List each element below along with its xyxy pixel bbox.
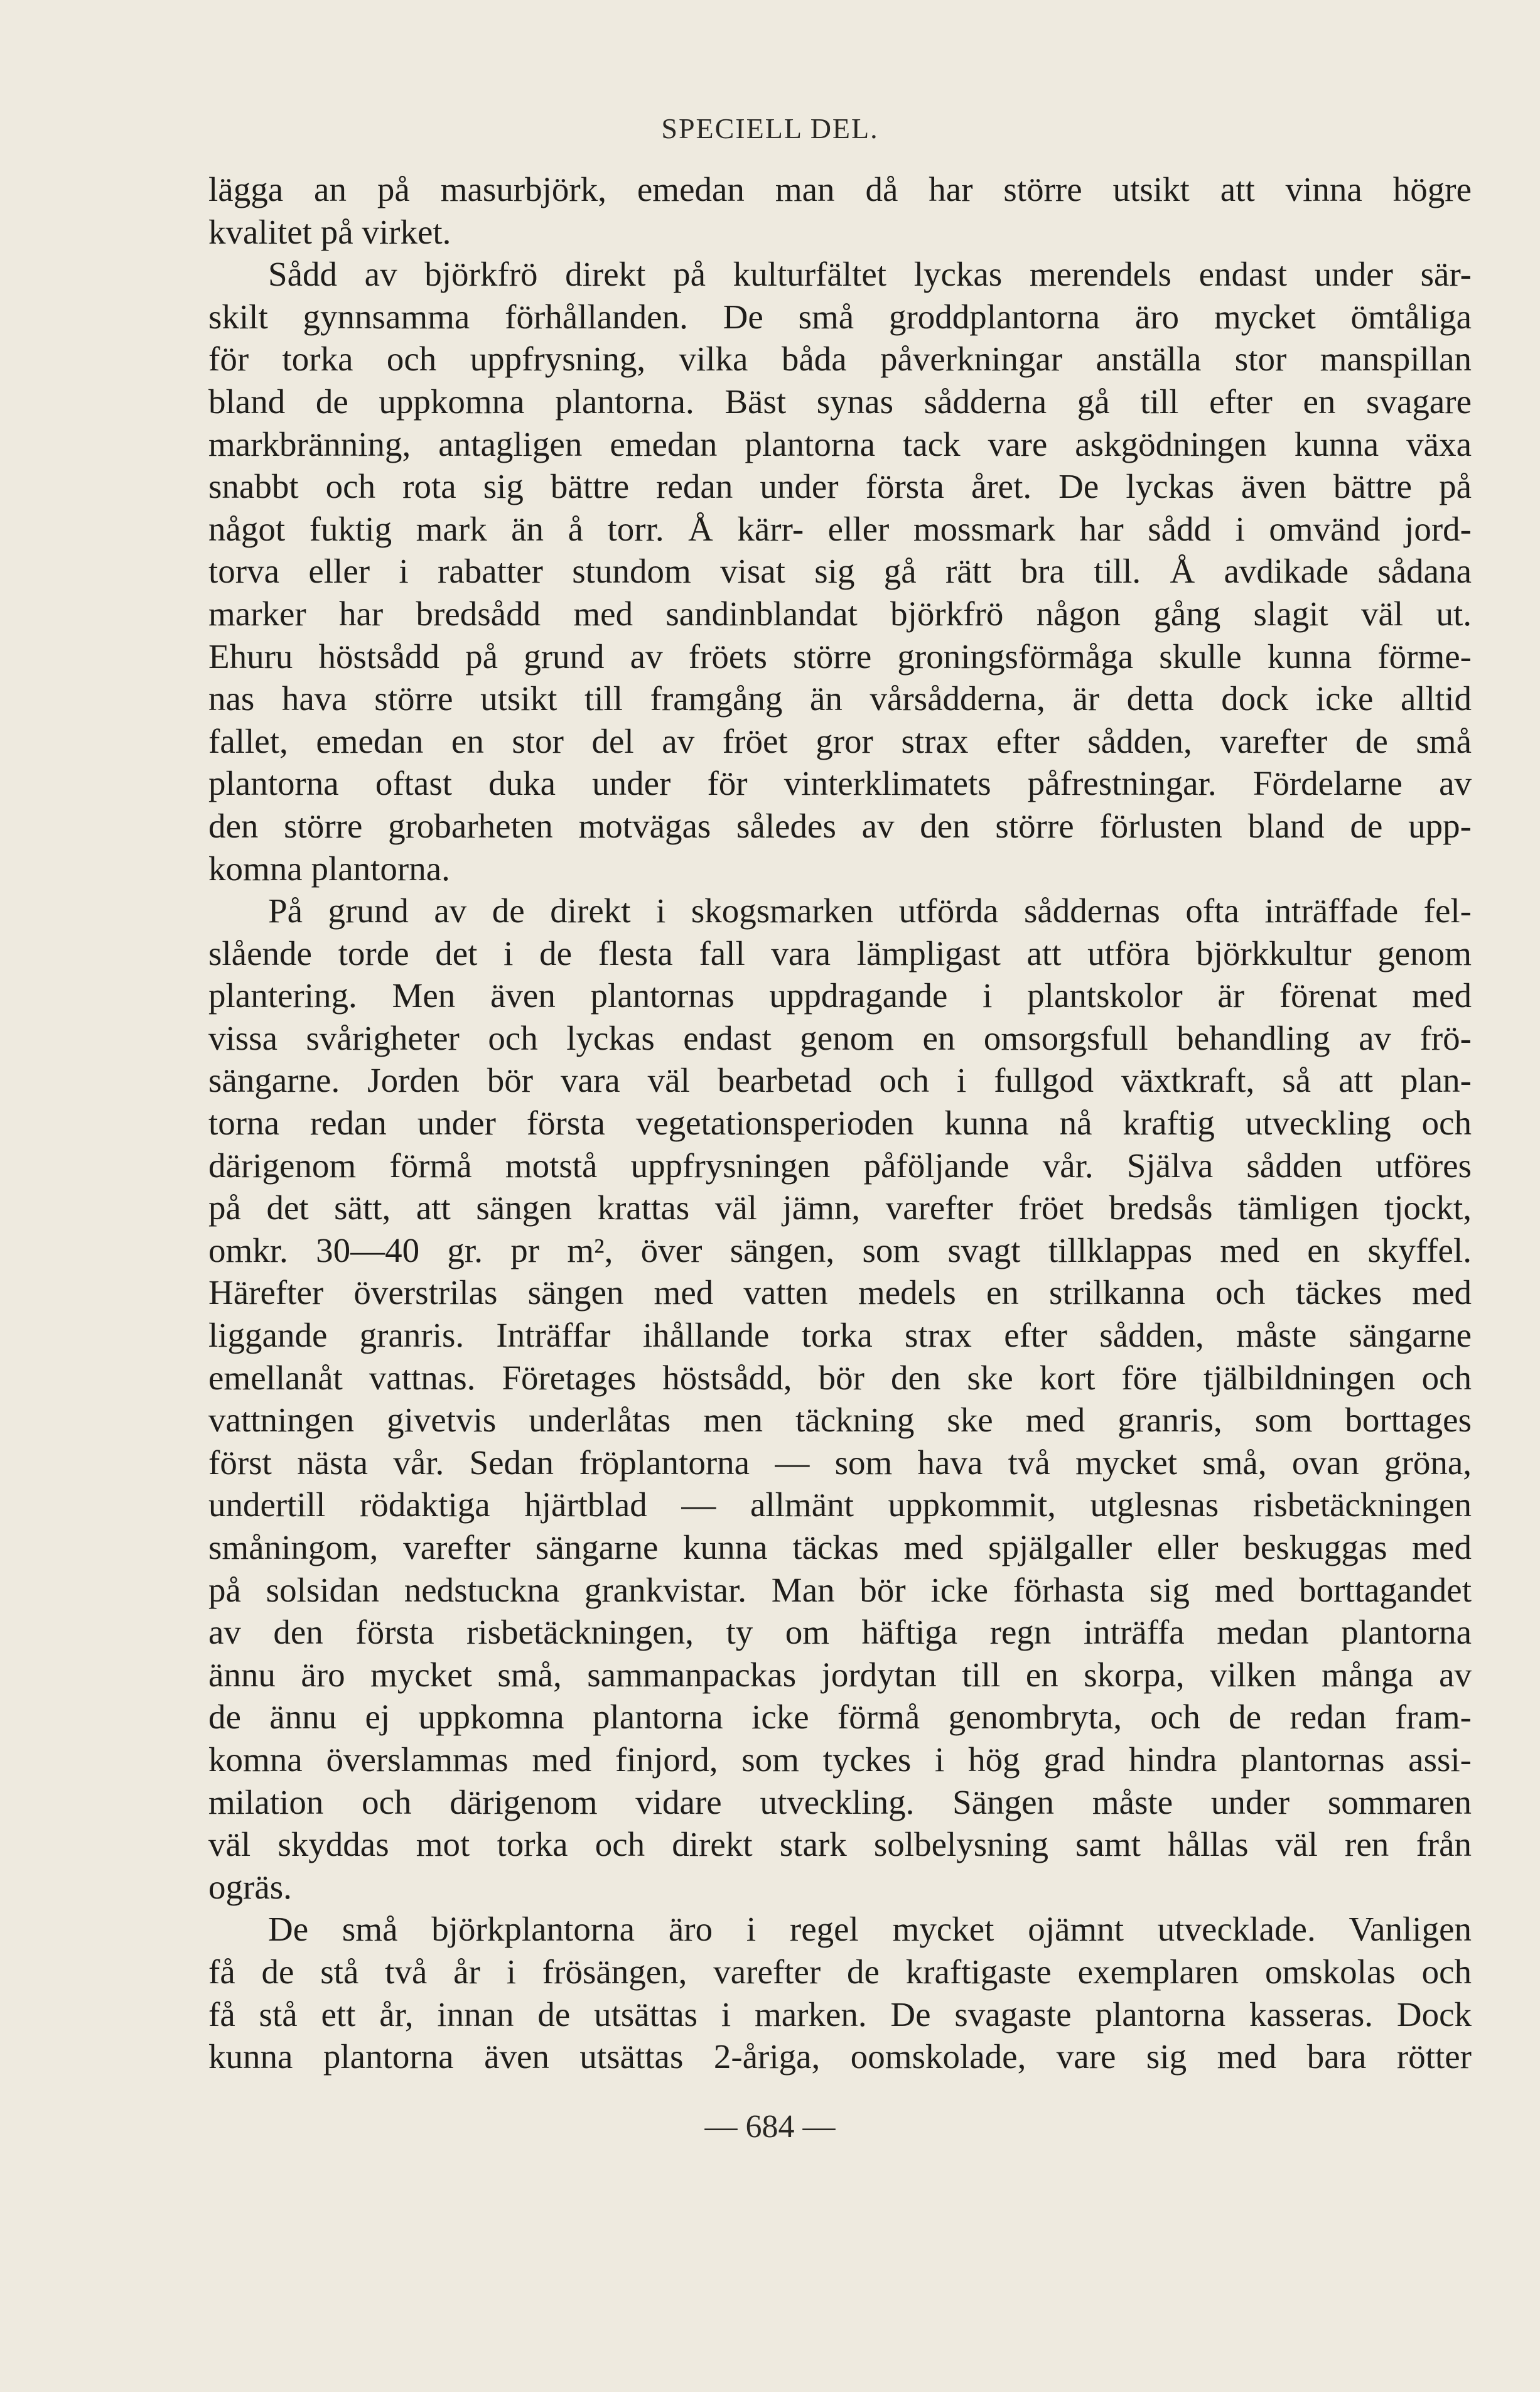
text-line: undertill rödaktiga hjärtblad — allmänt uppkommit, utglesnas risbetäckningen: [208, 1485, 1472, 1524]
text-line: emellanåt vattnas. Företages höstsådd, bör den ske kort före tjälbildningen och: [208, 1358, 1472, 1397]
text-line: av den första risbetäckningen, ty om häftiga regn inträffa medan plantorna: [208, 1613, 1472, 1652]
text-line: den större grobarheten motvägas således av den större förlusten bland de upp-: [208, 806, 1472, 845]
text-line: omkr. 30—40 gr. pr m², över sängen, som svagt tillklappas med en skyffel.: [208, 1231, 1472, 1269]
text-line: På grund av de direkt i skogsmarken utförda såddernas ofta inträffade fel-: [268, 892, 1472, 930]
text-line: kunna plantorna även utsättas 2-åriga, oomskolade, vare sig med bara rötter: [208, 2037, 1472, 2076]
text-line: nas hava större utsikt till framgång än vårsådderna, är detta dock icke alltid: [208, 679, 1472, 718]
text-line: Härefter överstrilas sängen med vatten medels en strilkanna och täckes med: [208, 1273, 1472, 1312]
text-line: torva eller i rabatter stundom visat sig gå rätt bra till. Å avdikade sådana: [208, 552, 1472, 591]
text-line: något fuktig mark än å torr. Å kärr- eller mossmark har sådd i omvänd jord-: [208, 509, 1472, 548]
page-number: — 684 —: [704, 2109, 836, 2145]
text-line: vattningen givetvis underlåtas men täckning ske med granris, som borttages: [208, 1401, 1472, 1440]
text-line: sängarne. Jorden bör vara väl bearbetad och i fullgod växtkraft, så att plan-: [208, 1061, 1472, 1100]
body-text: [208, 168, 1472, 2078]
text-line: Sådd av björkfrö direkt på kulturfältet lyckas merendels endast under sär-: [268, 255, 1472, 294]
text-line: milation och därigenom vidare utveckling. Sängen måste under sommaren: [208, 1782, 1472, 1821]
text-line: snabbt och rota sig bättre redan under första året. De lyckas även bättre på: [208, 467, 1472, 506]
text-line: småningom, varefter sängarne kunna täckas med spjälgaller eller beskuggas med: [208, 1528, 1472, 1566]
text-line: bland de uppkomna plantorna. Bäst synas sådderna gå till efter en svagare: [208, 382, 1472, 421]
text-line: därigenom förmå motstå uppfrysningen påföljande vår. Själva sådden utföres: [208, 1146, 1472, 1185]
text-line: få stå ett år, innan de utsättas i marken. De svagaste plantorna kasseras. Dock: [208, 1995, 1472, 2034]
text-line: de ännu ej uppkomna plantorna icke förmå genombryta, och de redan fram-: [208, 1698, 1472, 1737]
text-line: på det sätt, att sängen krattas väl jämn, varefter fröet bredsås tämligen tjockt,: [208, 1188, 1472, 1227]
text-line: plantering. Men även plantornas uppdragande i plantskolor är förenat med: [208, 976, 1472, 1015]
text-line: marker har bredsådd med sandinblandat björkfrö någon gång slagit väl ut.: [208, 594, 1472, 633]
text-line: få de stå två år i frösängen, varefter de kraftigaste exemplaren omskolas och: [208, 1952, 1472, 1991]
text-line: kvalitet på virket.: [208, 212, 451, 251]
text-line: skilt gynnsamma förhållanden. De små groddplantorna äro mycket ömtåliga: [208, 297, 1472, 336]
text-line: först nästa vår. Sedan fröplantorna — som hava två mycket små, ovan gröna,: [208, 1443, 1472, 1482]
text-line: väl skyddas mot torka och direkt stark solbelysning samt hållas väl ren från: [208, 1825, 1472, 1864]
text-line: komna plantorna.: [208, 849, 450, 888]
text-line: torna redan under första vegetationsperioden kunna nå kraftig utveckling och: [208, 1104, 1472, 1143]
text-line: ännu äro mycket små, sammanpackas jordytan till en skorpa, vilken många av: [208, 1655, 1472, 1694]
text-line: för torka och uppfrysning, vilka båda påverkningar anställa stor manspillan: [208, 340, 1472, 379]
text-line: komna överslammas med finjord, som tyckes i hög grad hindra plantornas assi-: [208, 1740, 1472, 1779]
text-line: fallet, emedan en stor del av fröet gror strax efter sådden, varefter de små: [208, 721, 1472, 760]
text-line: markbränning, antagligen emedan plantorna tack vare askgödningen kunna växa: [208, 424, 1472, 463]
text-line: ogräs.: [208, 1867, 292, 1906]
text-line: vissa svårigheter och lyckas endast genom en omsorgsfull behandling av frö-: [208, 1018, 1472, 1057]
text-line: på solsidan nedstuckna grankvistar. Man bör icke förhasta sig med borttagandet: [208, 1570, 1472, 1609]
text-line: slående torde det i de flesta fall vara lämpligast att utföra björkkultur genom: [208, 934, 1472, 972]
text-line: plantorna oftast duka under för vinterklimatets påfrestningar. Fördelarne av: [208, 764, 1472, 803]
text-line: Ehuru höstsådd på grund av fröets större groningsförmåga skulle kunna förme-: [208, 637, 1472, 676]
running-header: SPECIELL DEL.: [661, 112, 879, 144]
text-line: De små björkplantorna äro i regel mycket ojämnt utvecklade. Vanligen: [268, 1910, 1472, 1949]
text-line: lägga an på masurbjörk, emedan man då har större utsikt att vinna högre: [208, 170, 1472, 208]
text-line: liggande granris. Inträffar ihållande torka strax efter sådden, måste sängarne: [208, 1316, 1472, 1355]
